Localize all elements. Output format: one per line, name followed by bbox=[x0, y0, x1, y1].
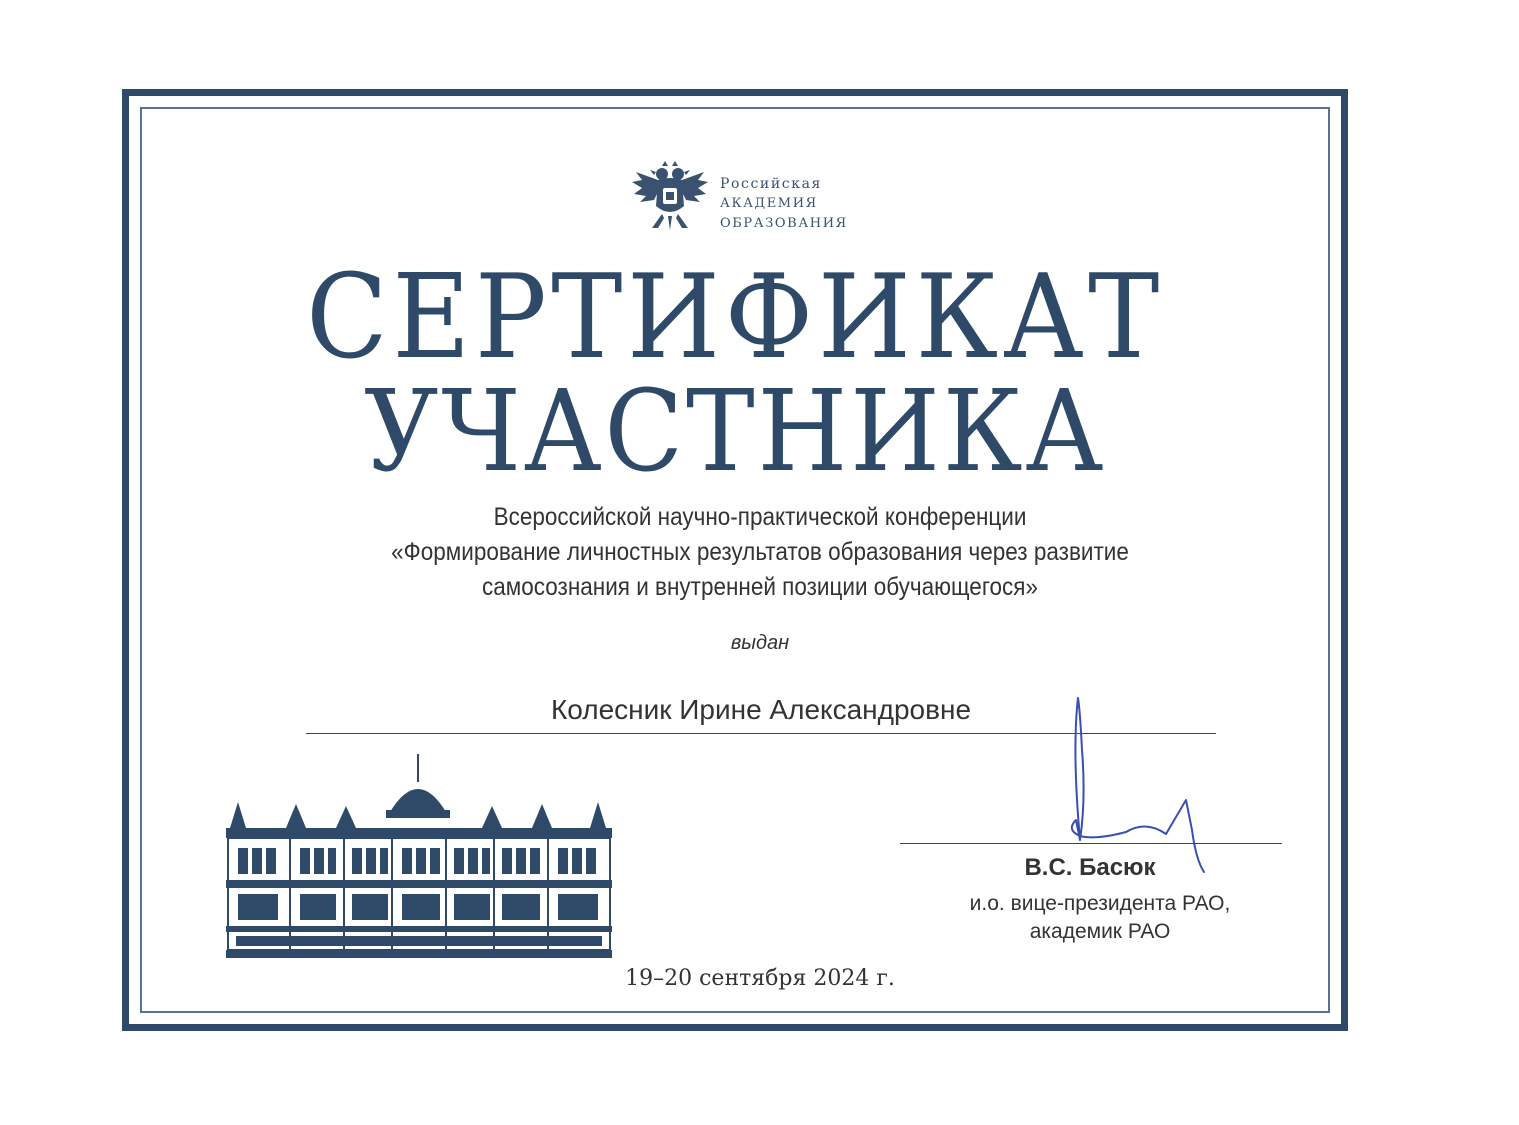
building-illustration bbox=[226, 752, 612, 958]
event-date: 19–20 сентября 2024 г. bbox=[625, 966, 895, 991]
conference-line-2: «Формирование личностных результатов образования через развитие bbox=[391, 538, 1129, 566]
organization-name-line-3: ОБРАЗОВАНИЯ bbox=[720, 216, 848, 231]
conference-description bbox=[292, 500, 1228, 605]
signer-role bbox=[900, 890, 1300, 946]
signer-role-line-1: и.о. вице-президента РАО, bbox=[969, 892, 1231, 915]
organization-logo bbox=[628, 158, 868, 238]
signature-line bbox=[900, 843, 1282, 844]
issued-label: выдан bbox=[730, 632, 790, 654]
organization-name-line-1: Российская bbox=[720, 176, 822, 192]
organization-name bbox=[720, 174, 848, 234]
recipient-name: Колесник Ирине Александровне bbox=[550, 694, 972, 725]
conference-line-3: самосознания и внутренней позиции обучающегося» bbox=[482, 573, 1038, 601]
signer-role-line-2: академик РАО bbox=[1029, 920, 1171, 943]
conference-line-1: Всероссийской научно-практической конференции bbox=[493, 503, 1027, 531]
certificate-title-line-1: СЕРТИФИКАТ bbox=[306, 250, 1164, 385]
handwritten-signature bbox=[1046, 690, 1216, 880]
organization-name-line-2: АКАДЕМИЯ bbox=[720, 196, 818, 211]
double-headed-eagle-icon bbox=[628, 158, 712, 238]
signer-name: В.С. Басюк bbox=[1024, 854, 1156, 881]
certificate-title-line-2: УЧАСТНИКА bbox=[363, 367, 1107, 497]
